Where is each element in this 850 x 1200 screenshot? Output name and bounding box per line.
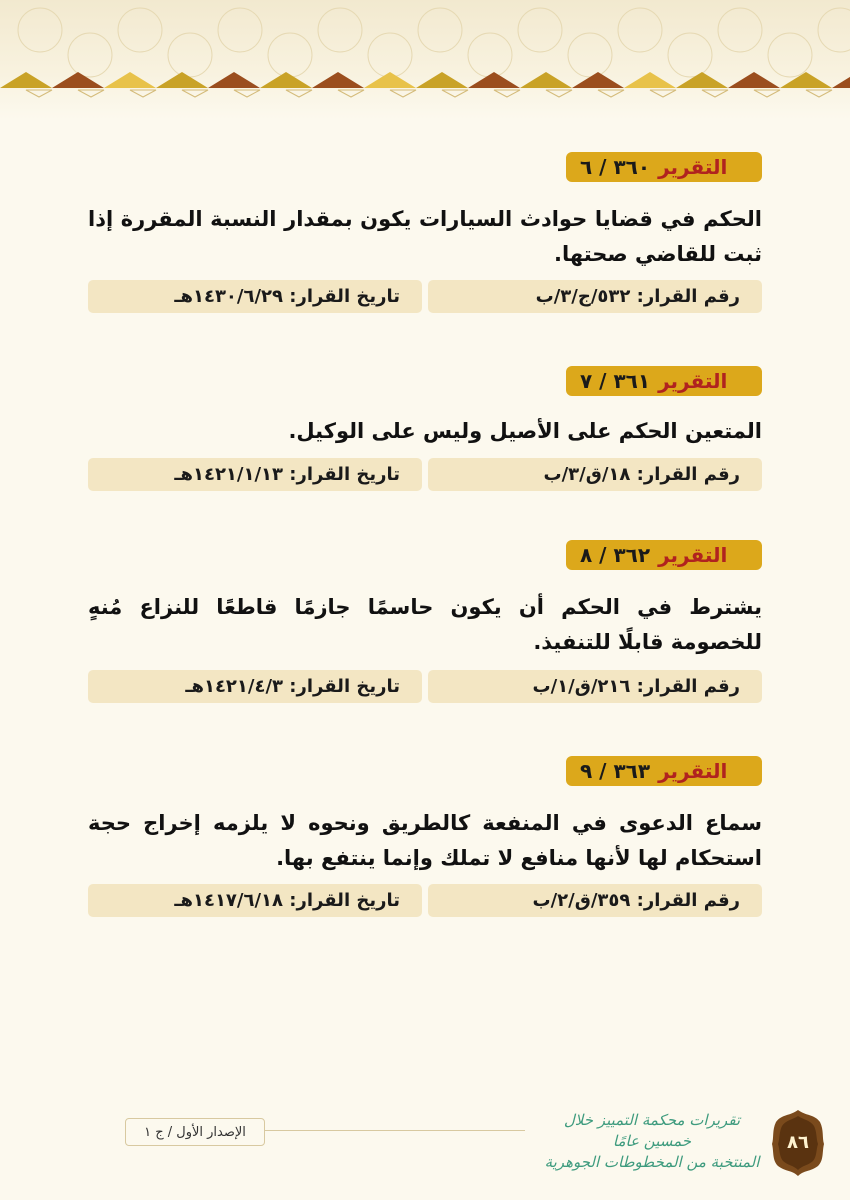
geometric-pattern [0,0,850,120]
report-number: ٣٦١ / ٧ [580,369,651,393]
pattern-triangle [728,72,780,88]
pattern-triangle-outline [234,90,260,97]
report-heading [566,756,762,786]
pattern-triangle [104,72,156,88]
pattern-triangle-outline [650,90,676,97]
pattern-triangle-outline [546,90,572,97]
pattern-triangle-outline [494,90,520,97]
pattern-triangle-outline [130,90,156,97]
report-number: ٣٦٠ / ٦ [580,155,651,179]
pattern-triangle-outline [702,90,728,97]
pattern-triangle-outline [78,90,104,97]
report-heading [566,152,762,182]
decision-date: تاريخ القرار: ١٤٢١/٤/٣هـ [88,670,422,703]
decision-date: تاريخ القرار: ١٤٣٠/٦/٢٩هـ [88,280,422,313]
report-label: التقرير [658,759,728,783]
pattern-triangle [520,72,572,88]
pattern-triangle-outline [338,90,364,97]
report-number: ٣٦٢ / ٨ [580,543,651,567]
pattern-triangle [468,72,520,88]
report-number: ٣٦٣ / ٩ [580,759,651,783]
page-number: ٨٦ [787,1132,809,1153]
pattern-triangle [832,72,850,88]
pattern-triangle [676,72,728,88]
pattern-triangle-outline [598,90,624,97]
pattern-triangle [416,72,468,88]
decision-number: رقم القرار: ١٨/ق/٣/ب [428,458,762,491]
report-text: المتعين الحكم على الأصيل وليس على الوكيل. [288,419,762,443]
pattern-triangle [208,72,260,88]
report-label: التقرير [658,369,728,393]
pattern-triangle [364,72,416,88]
header-decoration [0,0,850,120]
decision-number: رقم القرار: ٢١٦/ق/١/ب [428,670,762,703]
pattern-triangle-outline [182,90,208,97]
pattern-triangle [0,72,52,88]
decision-date: تاريخ القرار: ١٤١٧/٦/١٨هـ [88,884,422,917]
book-title-line-2: المنتخبة من المخطوطات الجوهرية [544,1153,760,1171]
volume-label: الإصدار الأول / ج ١ [125,1118,265,1146]
pattern-triangle-outline [442,90,468,97]
pattern-triangle-outline [286,90,312,97]
report-text: يشترط في الحكم أن يكون حاسمًا جازمًا قاطعًا للنزاع مُنهٍ للخصومة قابلًا للتنفيذ. [88,595,762,654]
book-title [542,1110,762,1173]
report-label: التقرير [658,543,728,567]
pattern-triangle-outline [390,90,416,97]
pattern-triangle-outline [26,90,52,97]
book-title-line-1: تقريرات محكمة التمييز خلال خمسين عامًا [563,1111,741,1150]
report-heading [566,366,762,396]
pattern-triangle-outline [806,90,832,97]
pattern-triangle [312,72,364,88]
pattern-triangle [52,72,104,88]
decision-number: رقم القرار: ٥٣٢/ج/٣/ب [428,280,762,313]
pattern-triangle [624,72,676,88]
decision-number: رقم القرار: ٣٥٩/ق/٢/ب [428,884,762,917]
page-number-badge [770,1108,826,1178]
report-text: سماع الدعوى في المنفعة كالطريق ونحوه لا يلزمه إخراج حجة استحكام لها لأنها منافع لا تملك وإنما ينتفع بها. [88,811,762,870]
pattern-triangle-outline [754,90,780,97]
report-text: الحكم في قضايا حوادث السيارات يكون بمقدار النسبة المقررة إذا ثبت للقاضي صحتها. [88,207,762,266]
pattern-triangle [780,72,832,88]
decision-date: تاريخ القرار: ١٤٢١/١/١٣هـ [88,458,422,491]
report-heading [566,540,762,570]
report-label: التقرير [658,155,728,179]
pattern-triangle [260,72,312,88]
